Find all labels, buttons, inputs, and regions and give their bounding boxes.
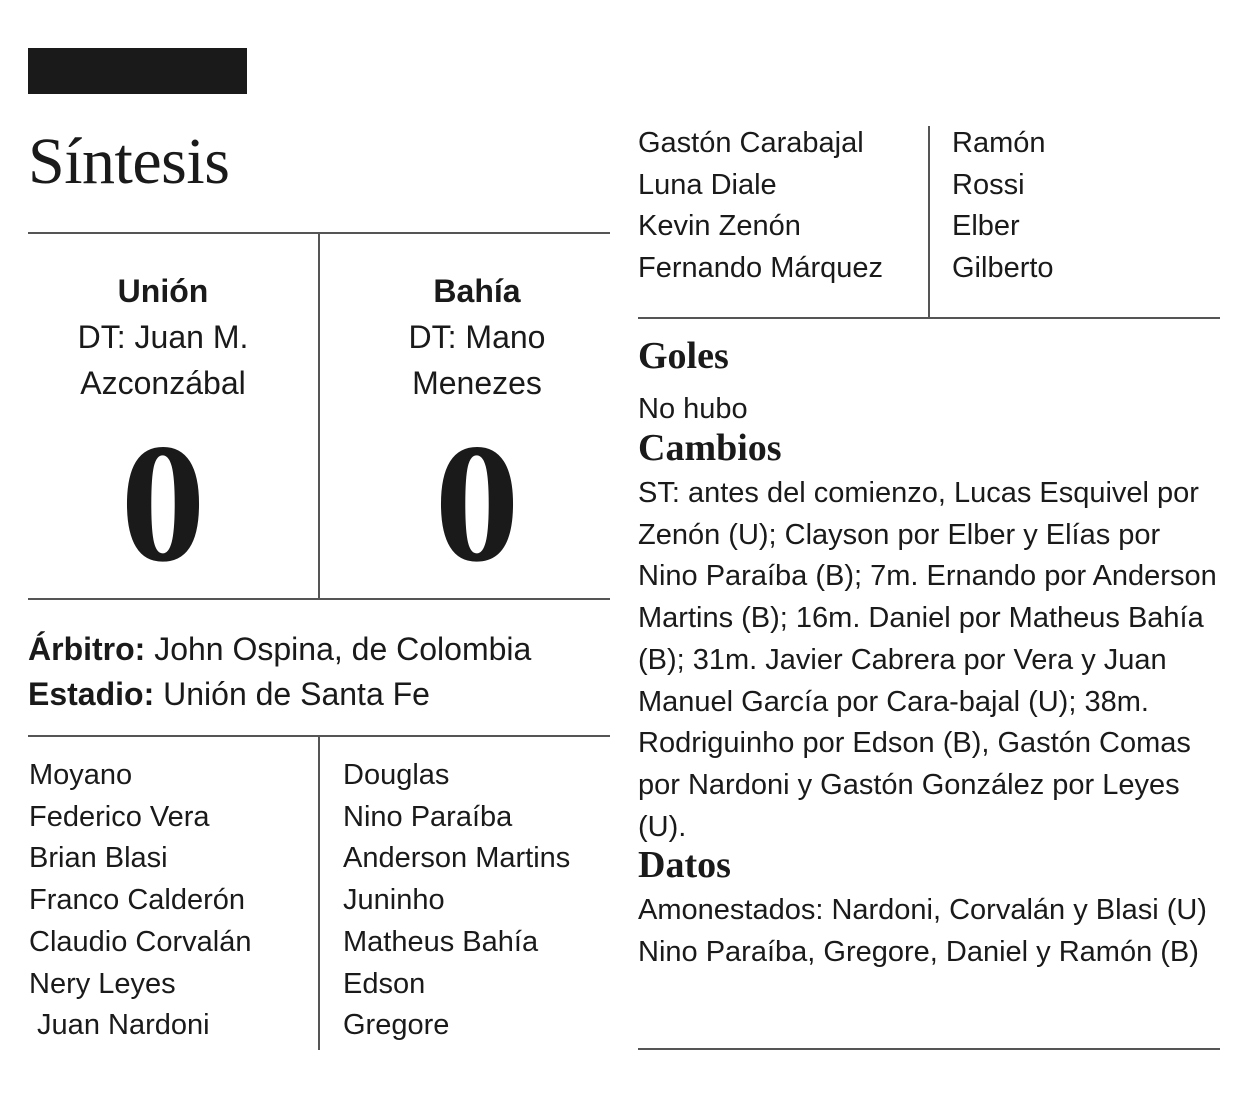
away-player: Nino Paraíba xyxy=(343,800,513,833)
away-score: 0 xyxy=(434,409,520,597)
away-team-block xyxy=(332,268,622,406)
away-player: Matheus Bahía xyxy=(343,925,539,958)
home-team-name: Unión xyxy=(117,273,209,309)
home-lineup-list-part1 xyxy=(29,755,251,1047)
home-lineup-list-part2 xyxy=(638,123,883,290)
home-player: Gastón Carabajal xyxy=(638,127,864,159)
away-player: Anderson Martins xyxy=(343,842,571,875)
page-title: Síntesis xyxy=(28,125,230,198)
home-player: Fernando Márquez xyxy=(638,252,884,285)
away-player: Gilberto xyxy=(952,252,1054,285)
away-player: Juninho xyxy=(343,884,445,917)
home-player: Juan Nardoni xyxy=(29,1009,210,1042)
home-player: Moyano xyxy=(29,759,133,791)
goals-heading: Goles xyxy=(638,335,729,377)
away-team-coach-line1: DT: Mano xyxy=(408,319,546,355)
referee-value: John Ospina, de Colombia xyxy=(145,631,532,667)
divider-lineups-right-bottom xyxy=(638,317,1220,319)
referee-label: Árbitro: xyxy=(28,631,146,667)
away-player: Douglas xyxy=(343,759,450,791)
divider-bottom-right xyxy=(638,1048,1220,1050)
away-player: Ramón xyxy=(952,127,1046,159)
stadium-value: Unión de Santa Fe xyxy=(154,676,430,712)
referee-line xyxy=(28,627,531,671)
header-black-bar xyxy=(28,48,247,94)
divider-score-bottom xyxy=(28,598,610,600)
home-player: Federico Vera xyxy=(29,800,210,833)
home-score: 0 xyxy=(120,409,206,597)
stadium-line xyxy=(28,672,430,716)
home-player: Nery Leyes xyxy=(29,967,176,1000)
home-player: Claudio Corvalán xyxy=(29,925,252,958)
away-lineup-list-part2 xyxy=(952,123,1054,290)
home-team-block xyxy=(18,268,308,406)
data-heading: Datos xyxy=(638,844,731,886)
home-player: Brian Blasi xyxy=(29,842,168,875)
away-player: Edson xyxy=(343,967,426,1000)
home-team-coach-line2: Azconzábal xyxy=(80,365,246,401)
stadium-label: Estadio: xyxy=(28,676,155,712)
divider-lineups-vertical xyxy=(318,735,320,1050)
away-team-coach-line2: Menezes xyxy=(412,365,542,401)
home-player: Kevin Zenón xyxy=(638,210,801,243)
home-player: Franco Calderón xyxy=(29,884,245,917)
away-team-name: Bahía xyxy=(433,273,521,309)
changes-heading: Cambios xyxy=(638,427,782,469)
changes-text: ST: antes del comienzo, Lucas Esquivel por Zenón (U); Clayson por Elber y Elías por Nino Paraíba (B); 7m. Ernando por Anderson Martins (B); 16m. Daniel por Matheus Bahía (B); 31m. Javier Cabrera por Vera y Juan Manuel García por Cara-bajal (U); 38m. Rodriguinho por Edson (B), Gastón Comas por Nardoni y Gastón González por Leyes (U). xyxy=(638,477,1217,843)
away-player: Elber xyxy=(952,210,1020,243)
away-player: Rossi xyxy=(952,168,1025,201)
data-text: Amonestados: Nardoni, Corvalán y Blasi (U) Nino Paraíba, Gregore, Daniel y Ramón (B) xyxy=(638,894,1207,968)
away-lineup-list-part1 xyxy=(343,755,570,1047)
goals-text: No hubo xyxy=(638,393,748,425)
home-player: Luna Diale xyxy=(638,168,777,201)
home-team-coach-line1: DT: Juan M. xyxy=(77,319,249,355)
away-player: Gregore xyxy=(343,1009,450,1042)
divider-teams-vertical xyxy=(318,232,320,598)
divider-lineups-right-vertical xyxy=(928,126,930,317)
